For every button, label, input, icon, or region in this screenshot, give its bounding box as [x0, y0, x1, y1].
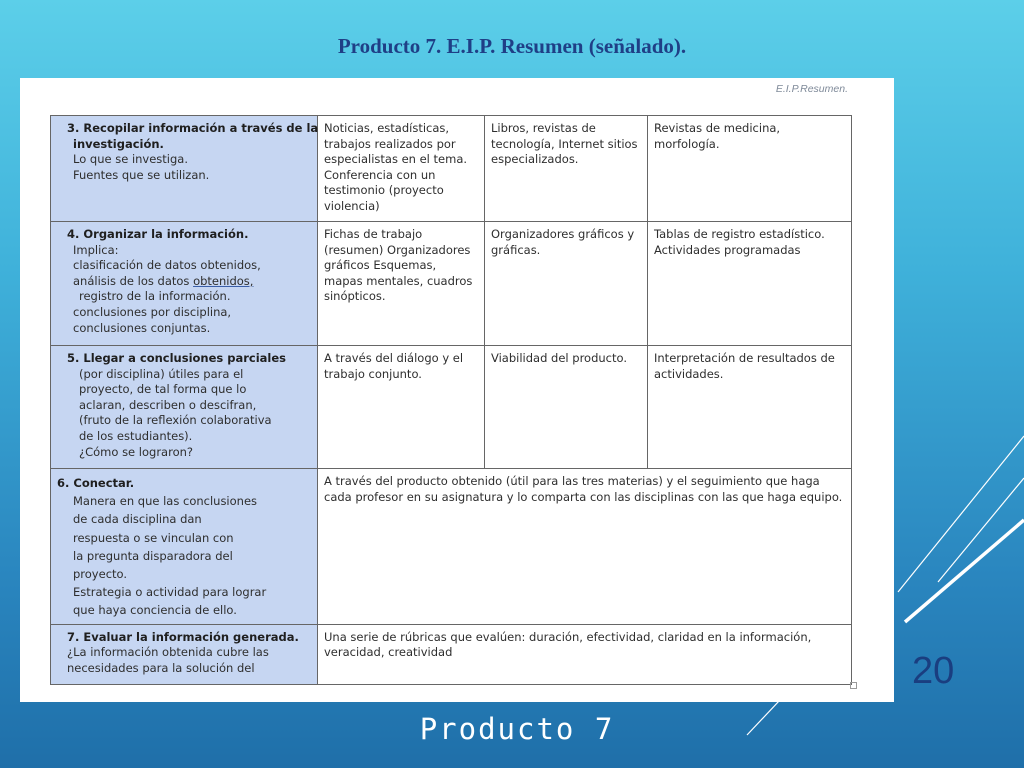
step-line: ¿La información obtenida cubre las: [67, 645, 269, 660]
step-line: [57, 274, 311, 290]
table-cell: Fichas de trabajo (resumen) Organizadores gráficos Esquemas, mapas mentales, cuadros sinópticos.: [318, 222, 485, 346]
step-line: Implica:: [73, 242, 119, 257]
step-heading: 3. Recopilar información a través de la: [67, 121, 319, 135]
step-line-text: análisis de los datos: [73, 273, 194, 288]
table-cell: Revistas de medicina, morfología.: [648, 116, 852, 222]
step-line: Fuentes que se utilizan.: [73, 167, 210, 182]
step-line: registro de la información.: [79, 289, 231, 304]
table-cell: Viabilidad del producto.: [485, 346, 648, 469]
step-line: proyecto, de tal forma que lo: [79, 382, 247, 397]
table-row: [51, 116, 852, 222]
step-line: Manera en que las conclusiones: [73, 494, 258, 509]
step-heading: investigación.: [73, 136, 164, 151]
step-line: (por disciplina) útiles para el: [79, 366, 244, 381]
deco-line: [938, 478, 1024, 582]
step-line: conclusiones conjuntas.: [73, 320, 211, 335]
step-cell: [51, 469, 318, 625]
document-header: E.I.P.Resumen.: [775, 83, 848, 95]
table-cell: Libros, revistas de tecnología, Internet sitios especializados.: [485, 116, 648, 222]
table-row: [51, 469, 852, 625]
table-cell: Tablas de registro estadístico. Actividades programadas: [648, 222, 852, 346]
step-line: de cada disciplina dan: [73, 512, 202, 527]
step-line: la pregunta disparadora del: [73, 548, 233, 563]
table-cell-merged: Una serie de rúbricas que evalúen: duración, efectividad, claridad en la información, veracidad, creatividad: [318, 624, 852, 684]
table-row: [51, 222, 852, 346]
step-cell: [51, 624, 318, 684]
step-line: que haya conciencia de ello.: [73, 603, 237, 618]
step-heading: 4. Organizar la información.: [67, 227, 249, 241]
table-cell: Interpretación de resultados de actividades.: [648, 346, 852, 469]
table-row: [51, 346, 852, 469]
step-line: (fruto de la reflexión colaborativa: [79, 413, 272, 428]
step-line: Lo que se investiga.: [73, 152, 188, 167]
table-cell: Organizadores gráficos y gráficas.: [485, 222, 648, 346]
table-row: [51, 624, 852, 684]
step-heading: 7. Evaluar la información generada.: [67, 629, 299, 644]
step-line: proyecto.: [73, 567, 128, 582]
slide-title: Producto 7. E.I.P. Resumen (señalado).: [337, 34, 687, 58]
eip-summary-table: [50, 115, 852, 685]
step-line: necesidades para la solución del: [67, 660, 255, 675]
step-line: Estrategia o actividad para lograr: [73, 585, 267, 600]
table-cell: Noticias, estadísticas, trabajos realizados por especialistas en el tema. Conferencia con un testimonio (proyecto violencia): [318, 116, 485, 222]
step-line: conclusiones por disciplina,: [73, 304, 232, 319]
step-cell: [51, 222, 318, 346]
step-heading: 6. Conectar.: [57, 476, 135, 490]
deco-line: [905, 520, 1024, 622]
document-page: [20, 78, 894, 702]
step-heading: 5. Llegar a conclusiones parciales: [67, 351, 287, 365]
step-line: ¿Cómo se lograron?: [79, 444, 193, 459]
deco-line: [898, 436, 1024, 592]
step-line: aclaran, describen o descifran,: [79, 397, 257, 412]
step-cell: [51, 346, 318, 469]
step-line: de los estudiantes).: [79, 428, 193, 443]
underlined-word: obtenidos,: [193, 273, 254, 288]
table-resize-handle[interactable]: [850, 682, 857, 689]
table-cell-merged: A través del producto obtenido (útil para las tres materias) y el seguimiento que haga cada profesor en su asignatura y lo comparta con las disciplinas con las que haga equipo.: [318, 469, 852, 625]
page-number: 20: [912, 650, 955, 692]
table-cell: A través del diálogo y el trabajo conjunto.: [318, 346, 485, 469]
slide-footer: Producto 7: [419, 712, 615, 746]
step-line: respuesta o se vinculan con: [73, 530, 234, 545]
step-cell: [51, 116, 318, 222]
step-line: clasificación de datos obtenidos,: [73, 258, 261, 273]
